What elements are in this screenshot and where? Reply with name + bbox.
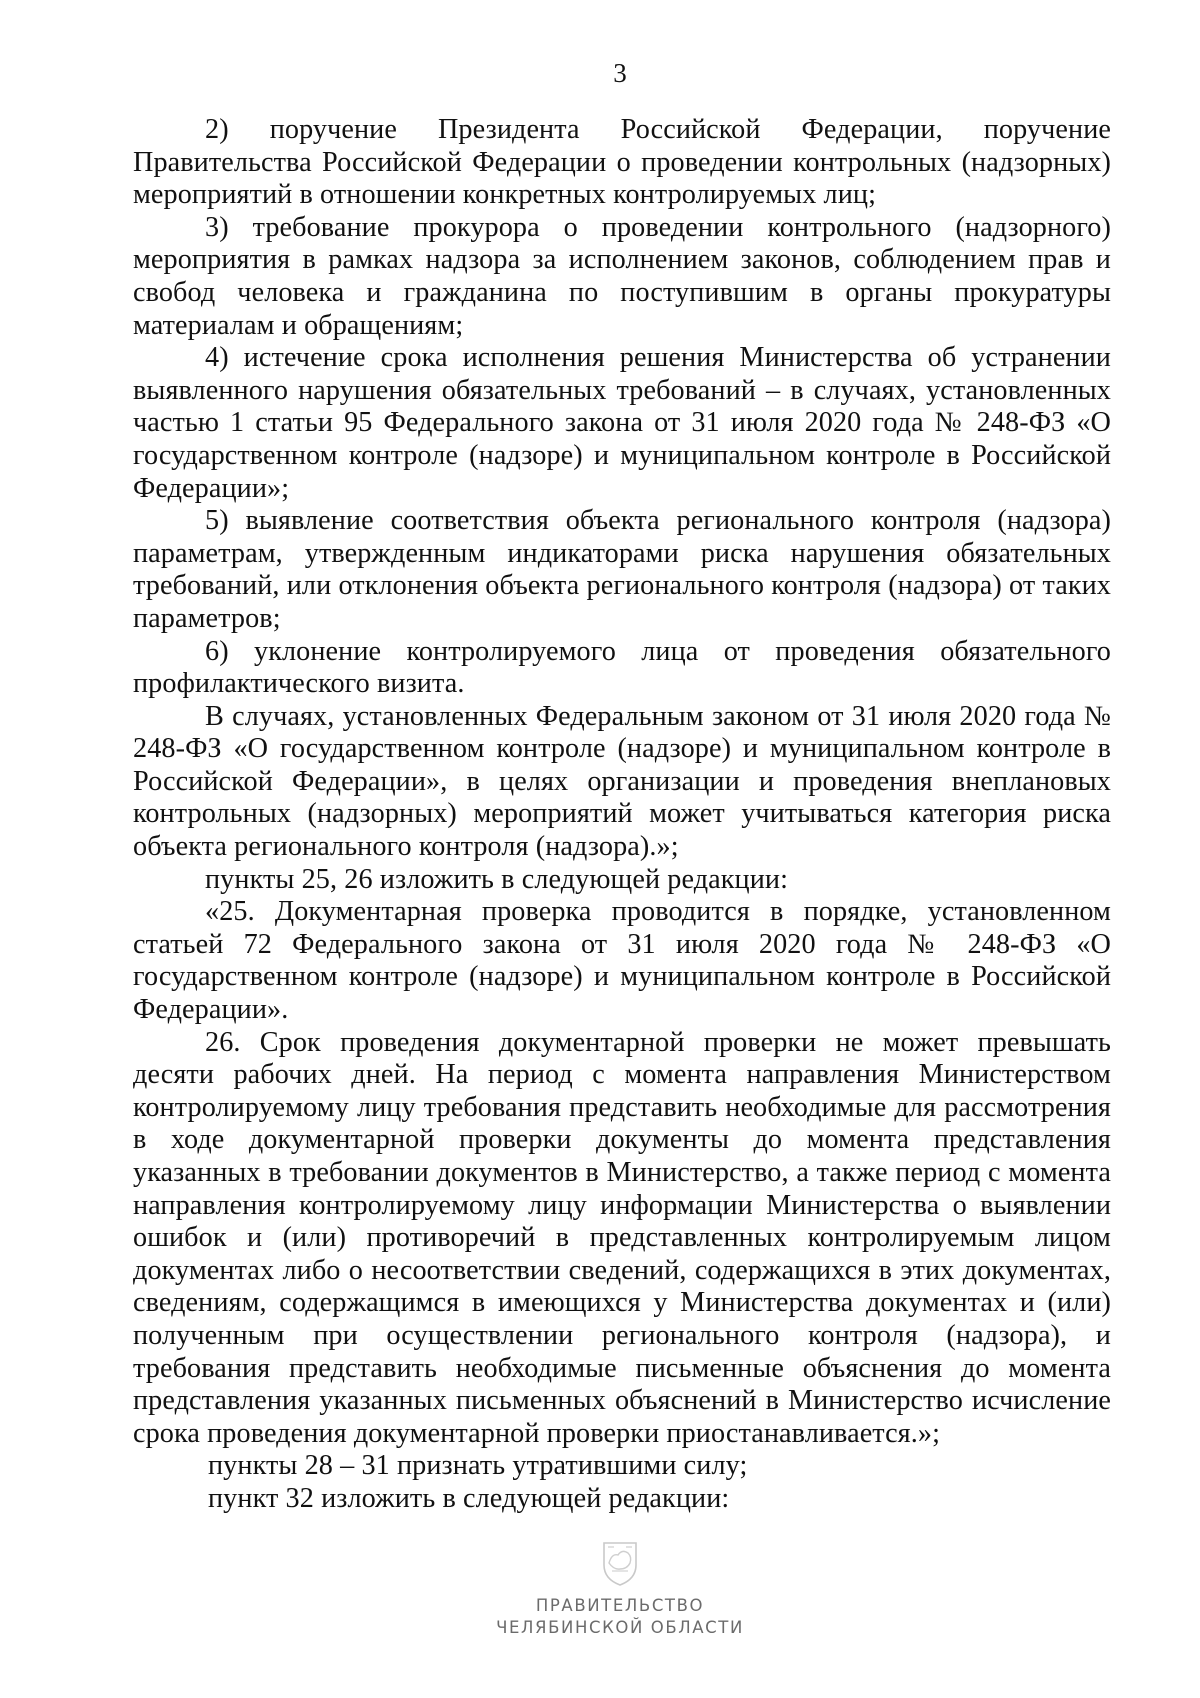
paragraph-amend-25-26: пункты 25, 26 изложить в следующей редакции: bbox=[205, 863, 789, 895]
paragraph-item-2: 2) поручение Президента Российской Федерации, поручение Правительства Российской Федерации о проведении контрольных (надзорных) мероприятий в отношении конкретных контролируемых лиц; bbox=[133, 114, 1111, 211]
page-number: 3 bbox=[613, 58, 627, 88]
stamp-line-government: ПРАВИТЕЛЬСТВО bbox=[535, 1596, 705, 1615]
paragraph-item-4: 4) истечение срока исполнения решения Министерства об устранении выявленного нарушения обязательных требований – в случаях, установленных частью 1 статьи 95 Федерального закона от 31 июля 2020 года № 248-ФЗ «О государственном контроле (надзоре) и муниципальном контроле в Российской Федерации»; bbox=[133, 342, 1111, 504]
paragraph-clause-26: 26. Срок проведения документарной проверки не может превышать десяти рабочих дней. На период с момента направления Министерством контролируемому лицу требования представить необходимые для рассмотрения в ходе документарной проверки документы до момента представления указанных в требовании документов в Министерство, а также период с момента направления контролируемому лицу информации Министерства о выявлении ошибок и (или) противоречий в представленных контролируемым лицом документах либо о несоответствии сведений, содержащихся в этих документах, сведениям, содержащимся в имеющихся у Министерства документах и (или) полученным при осуществлении регионального контроля (надзора), и требования представить необходимые письменные объяснения до момента представления указанных письменных объяснений в Министерство исчисление срока проведения документарной проверки приостанавливается.»; bbox=[133, 1026, 1111, 1449]
paragraph-risk-category: В случаях, установленных Федеральным законом от 31 июля 2020 года № 248-ФЗ «О государственном контроле (надзоре) и муниципальном контроле в Российской Федерации», в целях организации и проведения внеплановых контрольных (надзорных) мероприятий может учитываться категория риска объекта регионального контроля (надзора).»; bbox=[133, 700, 1111, 863]
paragraph-repeal-28-31: пункты 28 – 31 признать утратившими силу; bbox=[208, 1450, 748, 1482]
document-body bbox=[133, 114, 1111, 1516]
stamp-line-region: ЧЕЛЯБИНСКОЙ ОБЛАСТИ bbox=[496, 1618, 744, 1637]
paragraph-item-6: 6) уклонение контролируемого лица от проведения обязательного профилактического визита. bbox=[133, 635, 1111, 700]
paragraph-item-5: 5) выявление соответствия объекта регионального контроля (надзора) параметрам, утвержденным индикаторами риска нарушения обязательных требований, или отклонения объекта регионального контроля (надзора) от таких параметров; bbox=[133, 505, 1111, 634]
coat-of-arms-icon bbox=[594, 1537, 646, 1589]
paragraph-clause-25: «25. Документарная проверка проводится в порядке, установленном статьей 72 Федерального закона от 31 июля 2020 года № 248-ФЗ «О государственном контроле (надзоре) и муниципальном контроле в Российской Федерации». bbox=[133, 896, 1111, 1026]
government-stamp bbox=[0, 1537, 1200, 1639]
paragraph-item-3: 3) требование прокурора о проведении контрольного (надзорного) мероприятия в рамках надзора за исполнением законов, соблюдением прав и свобод человека и гражданина по поступившим в органы прокуратуры материалам и обращениям; bbox=[133, 211, 1111, 341]
paragraph-amend-32: пункт 32 изложить в следующей редакции: bbox=[208, 1482, 730, 1514]
